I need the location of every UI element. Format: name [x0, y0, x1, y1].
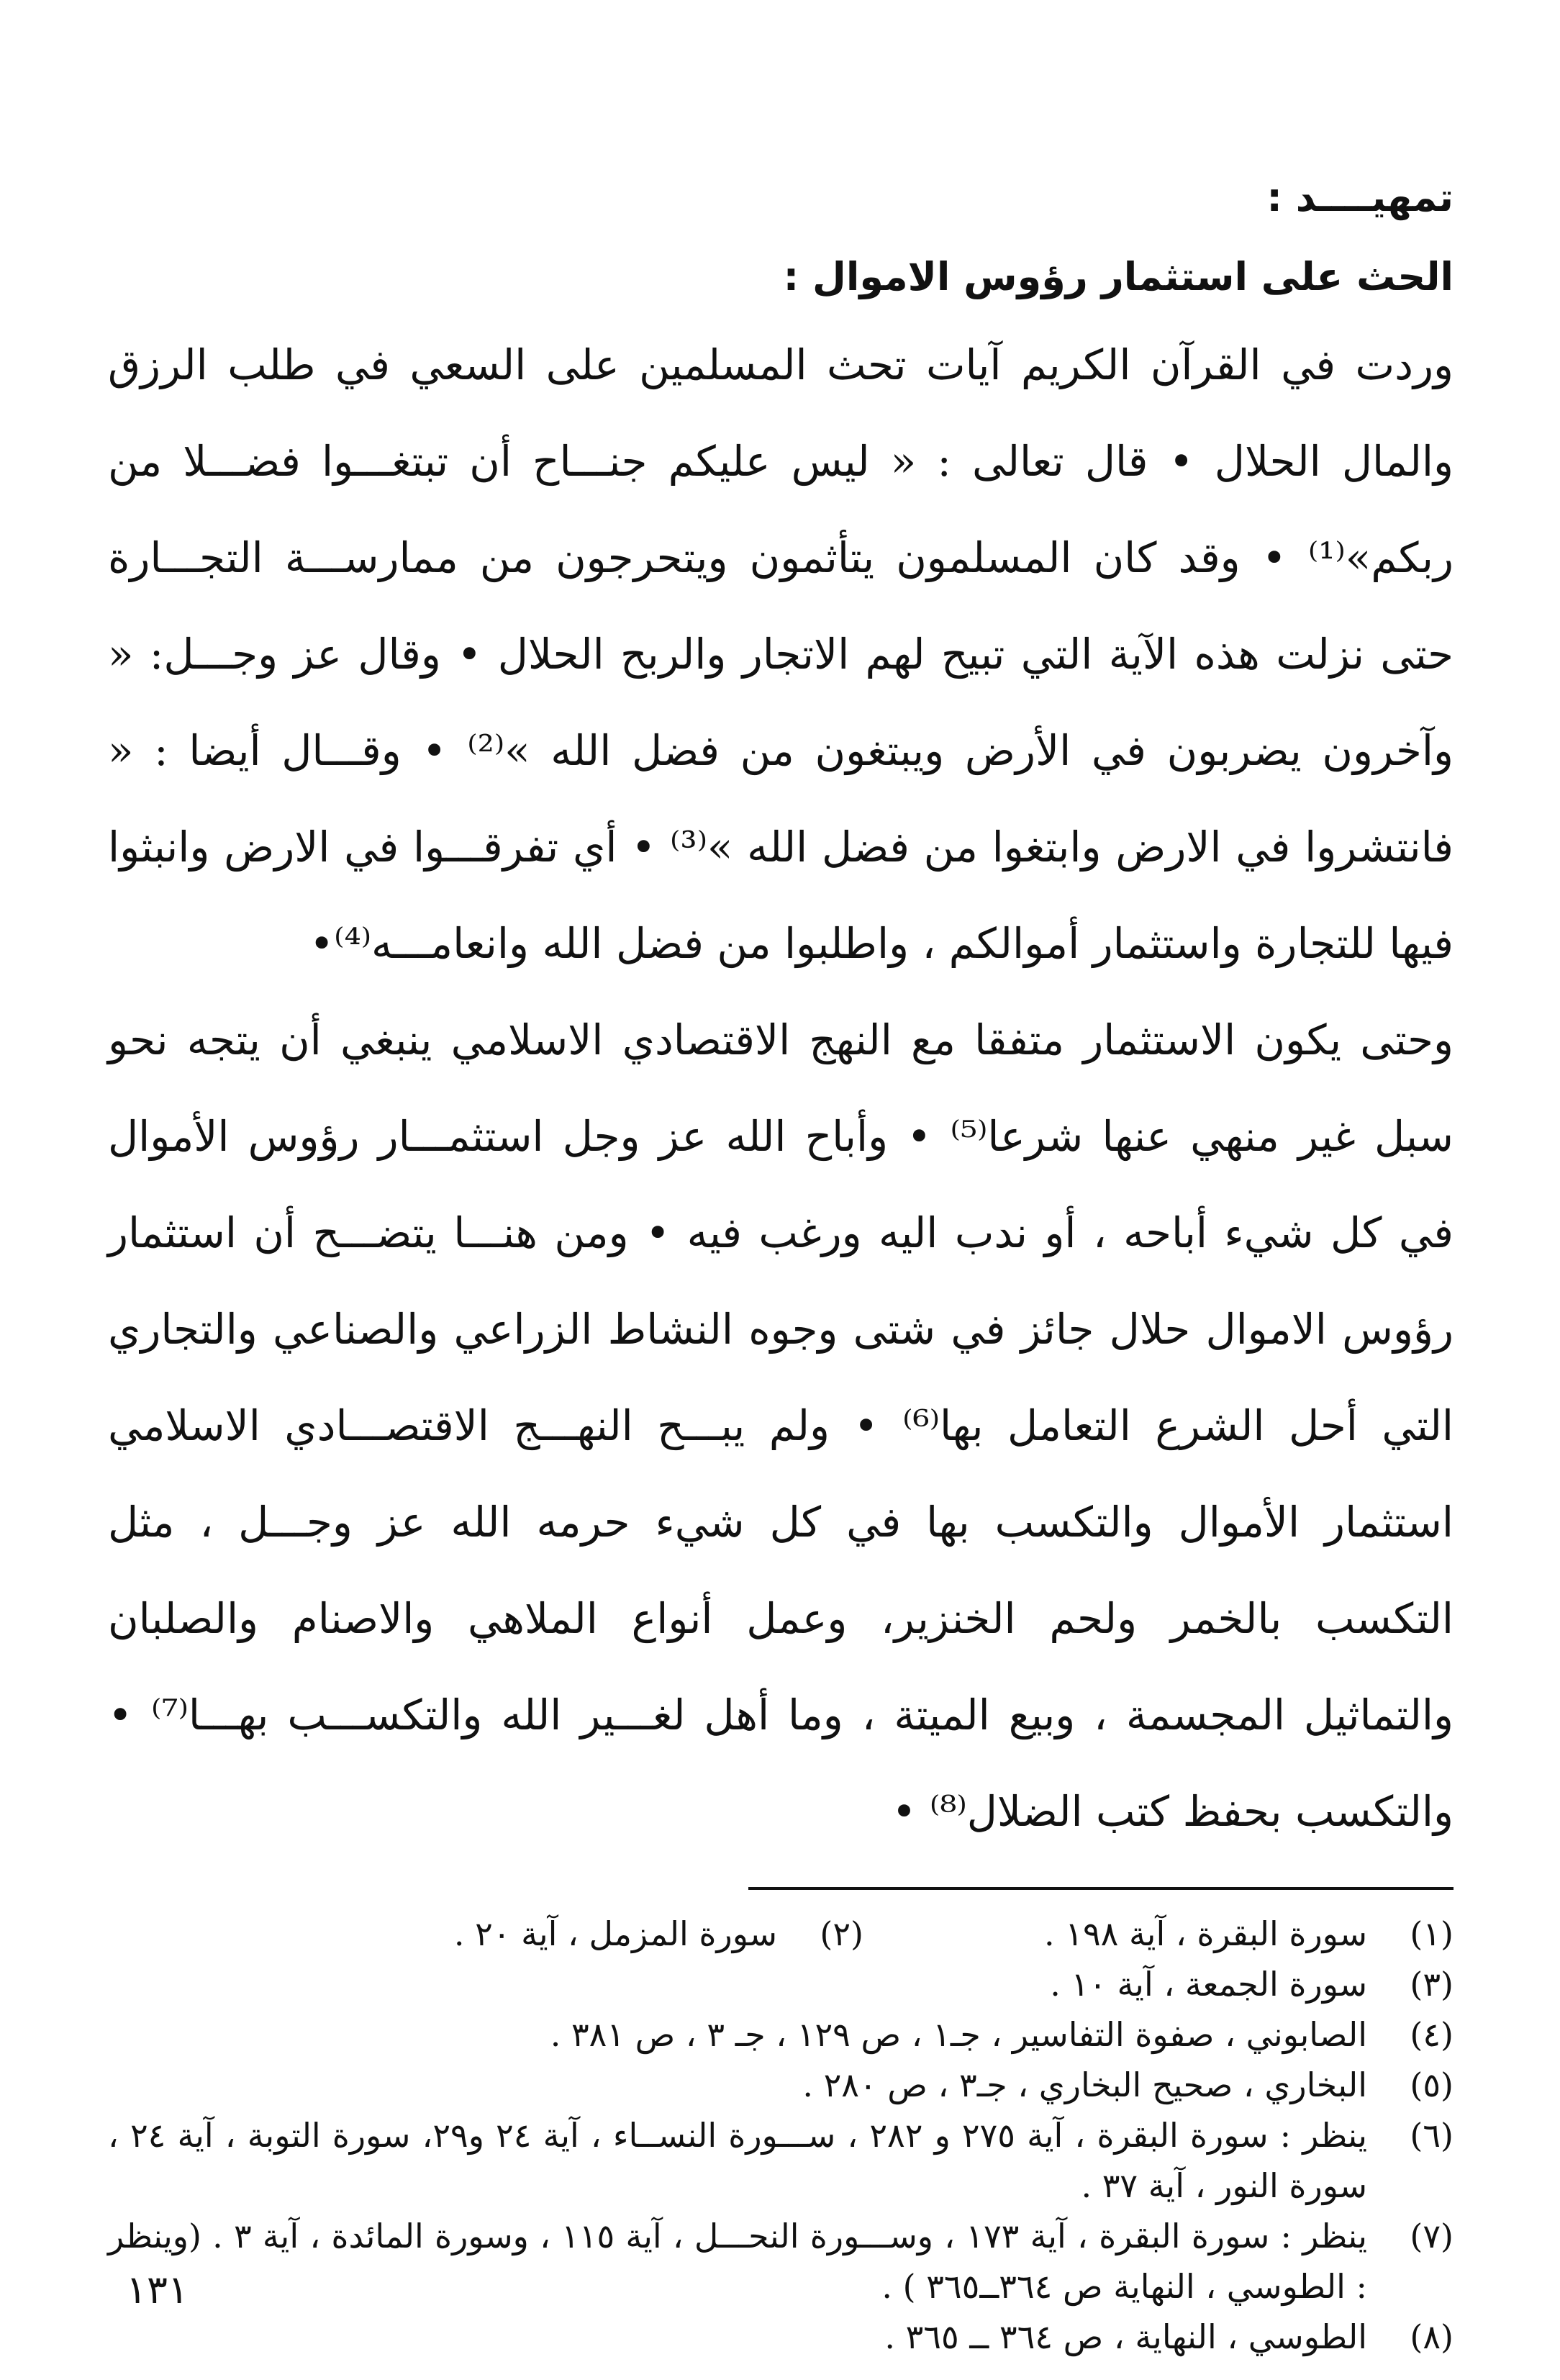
footnote-number: (٥) [1410, 2065, 1454, 2104]
page-number: ١٣١ [126, 2267, 189, 2312]
footnote-divider [748, 1887, 1454, 1890]
footnote-number: (٤) [1410, 2015, 1454, 2054]
footnote-8 [108, 2312, 1454, 2362]
footnote-text: الصابوني ، صفوة التفاسير ، جـ١ ، ص ١٢٩ ، جـ ٣ ، ص ٣٨١ . [550, 2015, 1367, 2054]
footnote-text: ينظر : سورة البقرة ، آية ٢٧٥ و ٢٨٢ ، ســـورة النســاء ، آية ٢٤ و٢٩، سورة التوبة ، آية ٢٤ ، سورة النور ، آية ٣٧ . [108, 2116, 1368, 2205]
footnote-number: (٨) [1410, 2317, 1454, 2356]
paragraph-2: وحتى يكون الاستثمار متفقا مع النهج الاقتصادي الاسلامي ينبغي أن يتجه نحو سبل غير منهي عنها شرعا⁽⁵⁾ • وأباح الله عز وجل استثمـــار رؤوس الأموال في كل شيء أباحه ، أو ندب اليه ورغب فيه • ومن هنـــا يتضـــح أن استثمار رؤوس الاموال حلال جائز في شتى وجوه النشاط الزراعي والصناعي والتجاري التي أحل الشرع التعامل بها⁽⁶⁾ • ولم يبـــح النهـــج الاقتصـــادي الاسلامي استثمار الأموال والتكسب بها في كل شيء حرمه الله عز وجـــل ، مثل التكسب بالخمر ولحم الخنزير، وعمل أنواع الملاهي والاصنام والصلبان والتماثيل المجسمة ، وبيع الميتة ، وما أهل لغـــير الله والتكســـب بهـــا⁽⁷⁾ • والتكسب بحفظ كتب الضلال⁽⁸⁾ • [108, 1015, 1454, 1836]
footnotes-list [108, 1909, 1454, 2362]
footnote-3 [108, 1959, 1454, 2009]
footnote-number: (٣) [1410, 1965, 1454, 2004]
book-page [108, 166, 1454, 2356]
footnote-text: ينظر : سورة البقرة ، آية ١٧٣ ، وســـورة النحـــل ، آية ١١٥ ، وسورة المائدة ، آية ٣ . (وينظر : الطوسي ، النهاية ص ٣٦٤ــ٣٦٥ ) . [108, 2217, 1368, 2306]
section-subtitle: الحث على استثمار رؤوس الاموال : [783, 254, 1454, 299]
footnote-number: (٦) [1410, 2116, 1454, 2155]
footnote-4 [108, 2009, 1454, 2060]
footnote-6 [108, 2110, 1454, 2211]
footnote-2 [454, 1909, 863, 1959]
footnote-text: البخاري ، صحيح البخاري ، جـ٣ ، ص ٢٨٠ . [802, 2065, 1367, 2104]
footnote-number: (٢) [820, 1914, 863, 1953]
footnote-text: الطوسي ، النهاية ، ص ٣٦٤ ــ ٣٦٥ . [884, 2317, 1367, 2356]
footnote-text: سورة المزمل ، آية ٢٠ . [453, 1914, 777, 1953]
footnote-pair [454, 1909, 1454, 1959]
section-title: تمهيــــد : [1266, 175, 1454, 220]
footnote-1 [863, 1909, 1454, 1959]
paragraph-1: وردت في القرآن الكريم آيات تحث المسلمين على السعي في طلب الرزق والمال الحلال • قال تعالى : « ليس عليكم جنـــاح أن تبتغـــوا فضـــلا من ربكم»⁽¹⁾ • وقد كان المسلمون يتأثمون ويتحرجون من ممارســـة التجـــارة حتى نزلت هذه الآية التي تبيح لهم الاتجار والربح الحلال • وقال عز وجـــل: « وآخرون يضربون في الأرض ويبتغون من فضل الله »⁽²⁾ • وقـــال أيضا : « فانتشروا في الارض وابتغوا من فضل الله »⁽³⁾ • أي تفرقـــوا في الارض وانبثوا فيها للتجارة واستثمار أموالكم ، واطلبوا من فضل الله وانعامـــه⁽⁴⁾• [108, 340, 1454, 968]
footnote-row-pair [108, 1909, 1454, 1959]
footnote-7 [108, 2211, 1454, 2312]
footnote-5 [108, 2060, 1454, 2110]
footnote-number: (٧) [1410, 2217, 1454, 2255]
footnote-text: سورة البقرة ، آية ١٩٨ . [1043, 1914, 1367, 1953]
footnote-number: (١) [1410, 1914, 1454, 1953]
footnote-text: سورة الجمعة ، آية ١٠ . [1050, 1965, 1367, 2004]
